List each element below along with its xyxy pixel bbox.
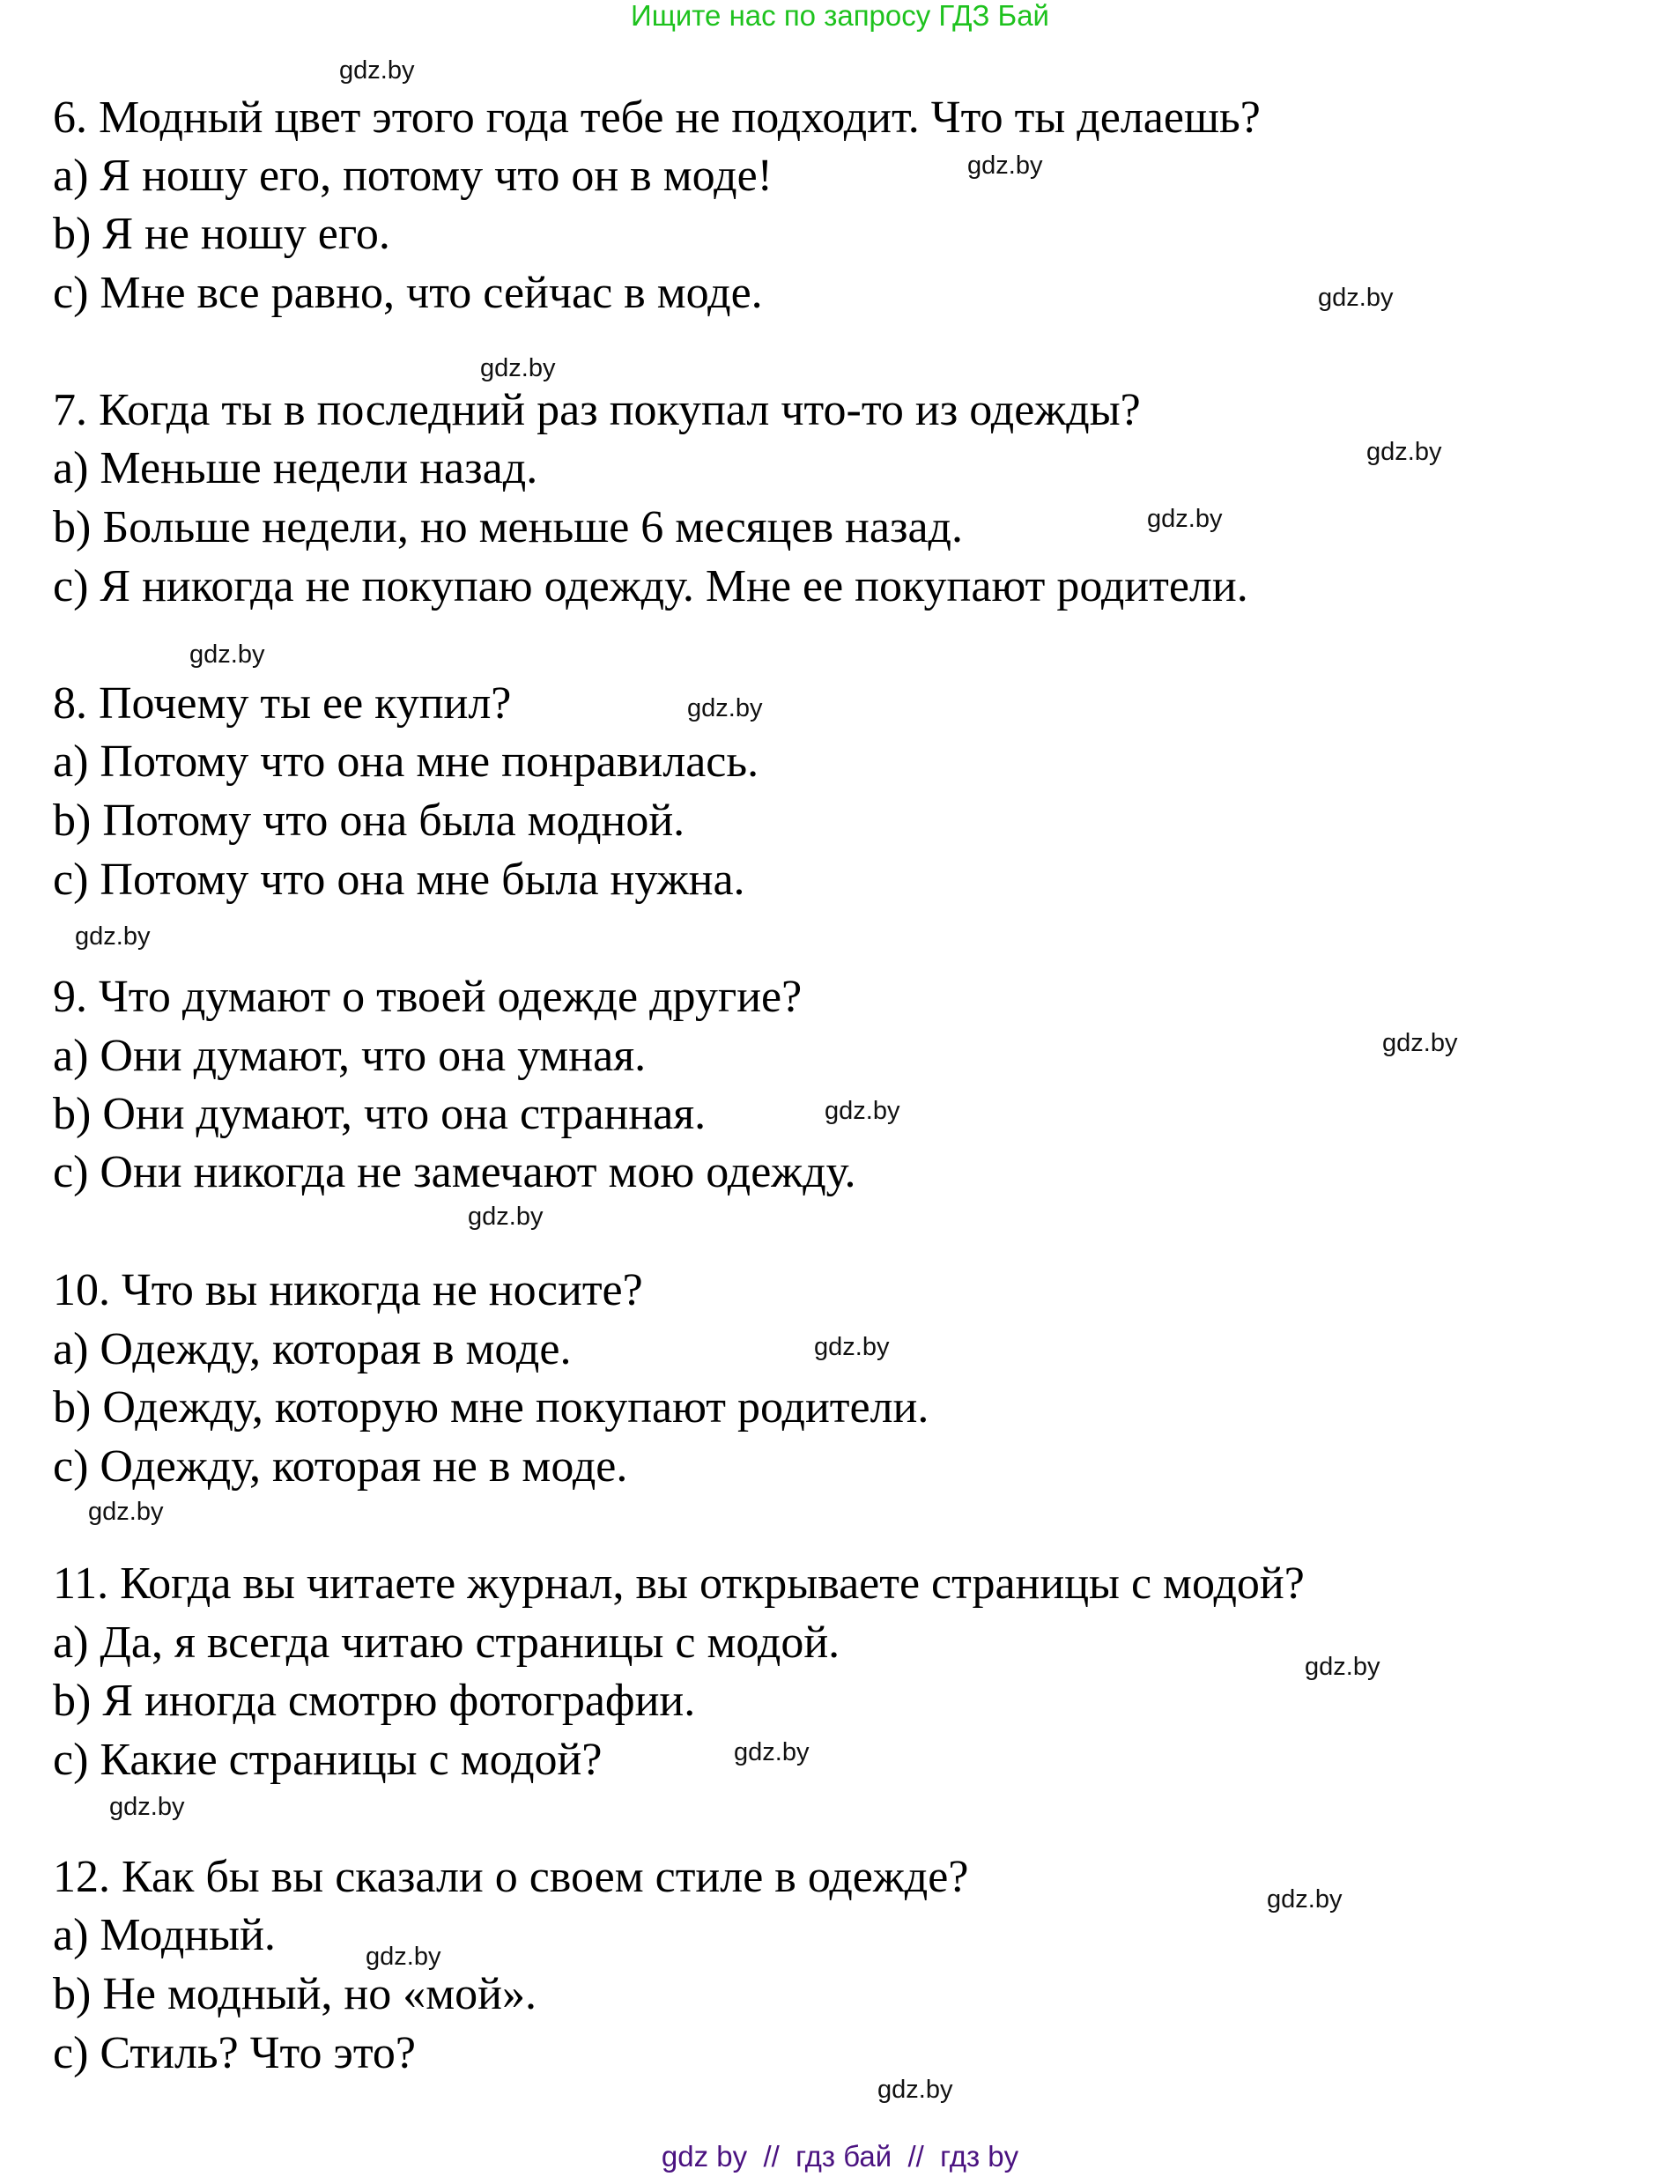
question-12-title: 12. Как бы вы сказали о своем стиле в одежде? xyxy=(53,1852,969,1902)
question-6-title: 6. Модный цвет этого года тебе не подходит. Что ты делаешь? xyxy=(53,93,1261,143)
watermark: gdz.by xyxy=(88,1498,164,1526)
watermark: gdz.by xyxy=(877,2076,953,2104)
watermark: gdz.by xyxy=(1267,1885,1343,1914)
question-6-option-b: b) Я не ношу его. xyxy=(53,209,390,259)
watermark: gdz.by xyxy=(480,354,556,382)
question-9-option-b: b) Они думают, что она странная. xyxy=(53,1089,707,1139)
watermark: gdz.by xyxy=(1366,438,1442,466)
watermark: gdz.by xyxy=(1382,1029,1458,1057)
question-11-option-c: c) Какие страницы с модой? xyxy=(53,1735,603,1785)
watermark: gdz.by xyxy=(468,1203,544,1231)
watermark: gdz.by xyxy=(189,640,265,669)
question-11-option-a: a) Да, я всегда читаю страницы с модой. xyxy=(53,1618,840,1668)
site-footer-links: gdz by // гдз бай // гдз by xyxy=(661,2140,1019,2173)
question-7-option-a: a) Меньше недели назад. xyxy=(53,443,538,493)
question-10-option-b: b) Одежду, которую мне покупают родители. xyxy=(53,1382,929,1433)
watermark: gdz.by xyxy=(1305,1653,1380,1681)
question-8-title: 8. Почему ты ее купил? xyxy=(53,678,512,729)
question-12-option-c: c) Стиль? Что это? xyxy=(53,2028,416,2078)
question-10-option-a: a) Одежду, которая в моде. xyxy=(53,1324,572,1374)
watermark: gdz.by xyxy=(825,1097,900,1125)
question-12-option-b: b) Не модный, но «мой». xyxy=(53,1969,537,2019)
question-11-option-b: b) Я иногда смотрю фотографии. xyxy=(53,1676,696,1726)
question-8-option-b: b) Потому что она была модной. xyxy=(53,796,685,846)
question-8-option-c: c) Потому что она мне была нужна. xyxy=(53,855,745,905)
watermark: gdz.by xyxy=(75,922,151,951)
watermark: gdz.by xyxy=(109,1793,185,1821)
watermark: gdz.by xyxy=(339,56,415,85)
watermark: gdz.by xyxy=(1147,505,1223,533)
search-hint-header: Ищите нас по запросу ГДЗ Бай xyxy=(631,0,1049,32)
question-12-option-a: a) Модный. xyxy=(53,1910,276,1960)
watermark: gdz.by xyxy=(814,1333,890,1361)
question-8-option-a: a) Потому что она мне понравилась. xyxy=(53,737,759,787)
question-10-title: 10. Что вы никогда не носите? xyxy=(53,1265,643,1315)
watermark: gdz.by xyxy=(1318,284,1394,312)
question-7-option-b: b) Больше недели, но меньше 6 месяцев назад. xyxy=(53,502,964,552)
watermark: gdz.by xyxy=(687,694,763,722)
watermark: gdz.by xyxy=(366,1943,441,1971)
question-9-option-c: c) Они никогда не замечают мою одежду. xyxy=(53,1147,856,1197)
watermark: gdz.by xyxy=(734,1738,810,1766)
question-7-title: 7. Когда ты в последний раз покупал что-то из одежды? xyxy=(53,385,1141,435)
question-6-option-a: a) Я ношу его, потому что он в моде! xyxy=(53,151,773,201)
question-11-title: 11. Когда вы читаете журнал, вы открываете страницы с модой? xyxy=(53,1558,1305,1609)
question-9-option-a: a) Они думают, что она умная. xyxy=(53,1031,647,1081)
watermark: gdz.by xyxy=(967,152,1043,180)
question-9-title: 9. Что думают о твоей одежде другие? xyxy=(53,972,803,1022)
question-6-option-c: c) Мне все равно, что сейчас в моде. xyxy=(53,268,763,318)
question-7-option-c: c) Я никогда не покупаю одежду. Мне ее покупают родители. xyxy=(53,561,1248,611)
question-10-option-c: c) Одежду, которая не в моде. xyxy=(53,1441,628,1492)
